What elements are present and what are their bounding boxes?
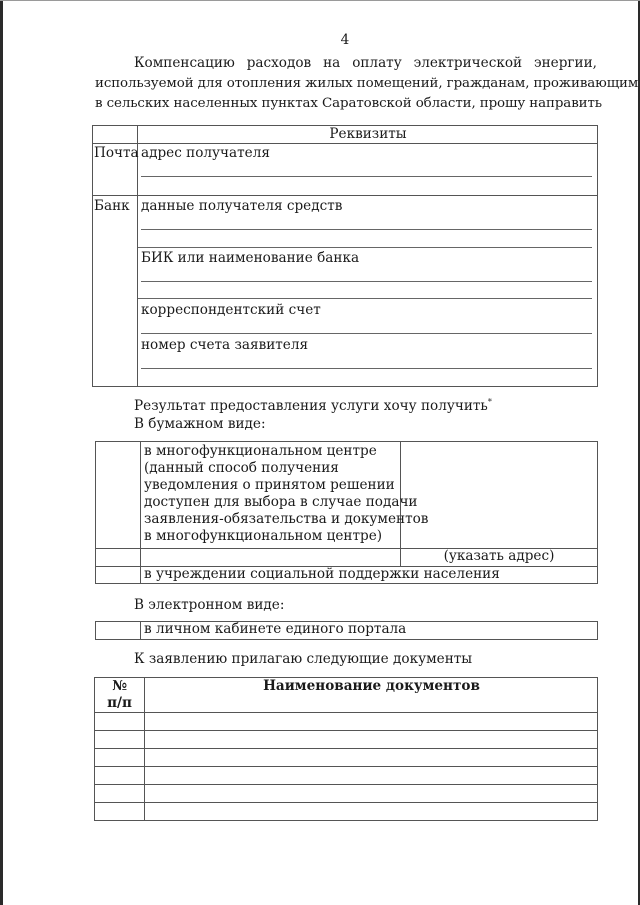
intro-word: на: [323, 55, 341, 71]
mfc-checkbox-cell[interactable]: [96, 442, 139, 547]
mail-label: Почта: [94, 145, 139, 161]
electronic-col-divider: [140, 621, 141, 640]
mfc-option-line-1: в многофункциональном центре: [144, 443, 377, 459]
bik-input-line-2[interactable]: [138, 298, 592, 299]
bank-label: Банк: [94, 198, 130, 214]
mfc-option-line-6: в многофункциональном центре): [144, 528, 383, 544]
corr-account-label: корреспондентский счет: [141, 302, 321, 318]
col-name-header: Наименование документов: [263, 678, 480, 694]
address-row-blank-cell: [96, 549, 139, 565]
scan-edge-top: [0, 0, 640, 1]
paper-checkbox-col-divider: [140, 441, 141, 584]
recipient-address-label: адрес получателя: [141, 145, 270, 161]
electronic-label: В электронном виде:: [134, 597, 285, 613]
intro-word: расходов: [246, 55, 312, 71]
requisites-header: Реквизиты: [329, 126, 407, 142]
intro-word: оплату: [352, 55, 402, 71]
mfc-option-line-2: (данный способ получения: [144, 460, 339, 476]
documents-title: К заявлению прилагаю следующие документы: [134, 651, 473, 667]
document-row[interactable]: [95, 767, 598, 784]
funds-recipient-label: данные получателя средств: [141, 198, 343, 214]
recipient-address-input-line[interactable]: [141, 176, 592, 177]
intro-word: электрической: [413, 55, 523, 71]
applicant-account-input-line[interactable]: [141, 368, 592, 369]
bik-label: БИК или наименование банка: [141, 250, 360, 266]
col-number-header-line2: п/п: [107, 695, 132, 711]
document-row[interactable]: [95, 785, 598, 802]
requisites-header-divider: [92, 143, 598, 144]
social-support-option: в учреждении социальной поддержки населения: [144, 566, 500, 582]
document-row[interactable]: [95, 731, 598, 748]
result-title-text: Результат предоставления услуги хочу получить: [134, 398, 488, 414]
scan-edge-left: [0, 0, 3, 905]
document-row[interactable]: [95, 803, 598, 820]
footnote-mark: *: [487, 397, 492, 407]
funds-recipient-input-line-1[interactable]: [141, 229, 592, 230]
intro-line-2: используемой для отопления жилых помещений, гражданам, проживающим: [95, 76, 639, 91]
mfc-option-line-3: уведомления о принятом решении: [144, 477, 395, 493]
social-support-checkbox-cell[interactable]: [96, 567, 139, 583]
portal-checkbox-cell[interactable]: [96, 622, 139, 639]
corr-account-input-line[interactable]: [141, 333, 592, 334]
applicant-account-label: номер счета заявителя: [141, 337, 309, 353]
address-hint: (указать адрес): [443, 548, 555, 564]
paper-label: В бумажном виде:: [134, 416, 266, 432]
funds-recipient-input-line-2[interactable]: [138, 247, 592, 248]
intro-line-1: [134, 55, 597, 72]
bik-input-line-1[interactable]: [141, 281, 592, 282]
mfc-address-field[interactable]: [401, 442, 597, 547]
intro-word: энергии,: [533, 55, 597, 71]
result-title: [134, 398, 492, 415]
mfc-option-line-4: доступен для выбора в случае подачи: [144, 494, 418, 510]
document-row[interactable]: [95, 713, 598, 730]
intro-word: Компенсацию: [134, 55, 235, 71]
col-number-header-line1: №: [112, 678, 127, 694]
intro-line-3: в сельских населенных пунктах Саратовской области, прошу направить: [95, 96, 602, 111]
mfc-option-line-5: заявления-обязательства и документов: [144, 511, 429, 527]
mail-bank-divider: [92, 195, 598, 196]
document-row[interactable]: [95, 749, 598, 766]
page-number: 4: [340, 32, 350, 48]
portal-option: в личном кабинете единого портала: [144, 621, 407, 637]
requisites-col-divider: [137, 125, 138, 387]
